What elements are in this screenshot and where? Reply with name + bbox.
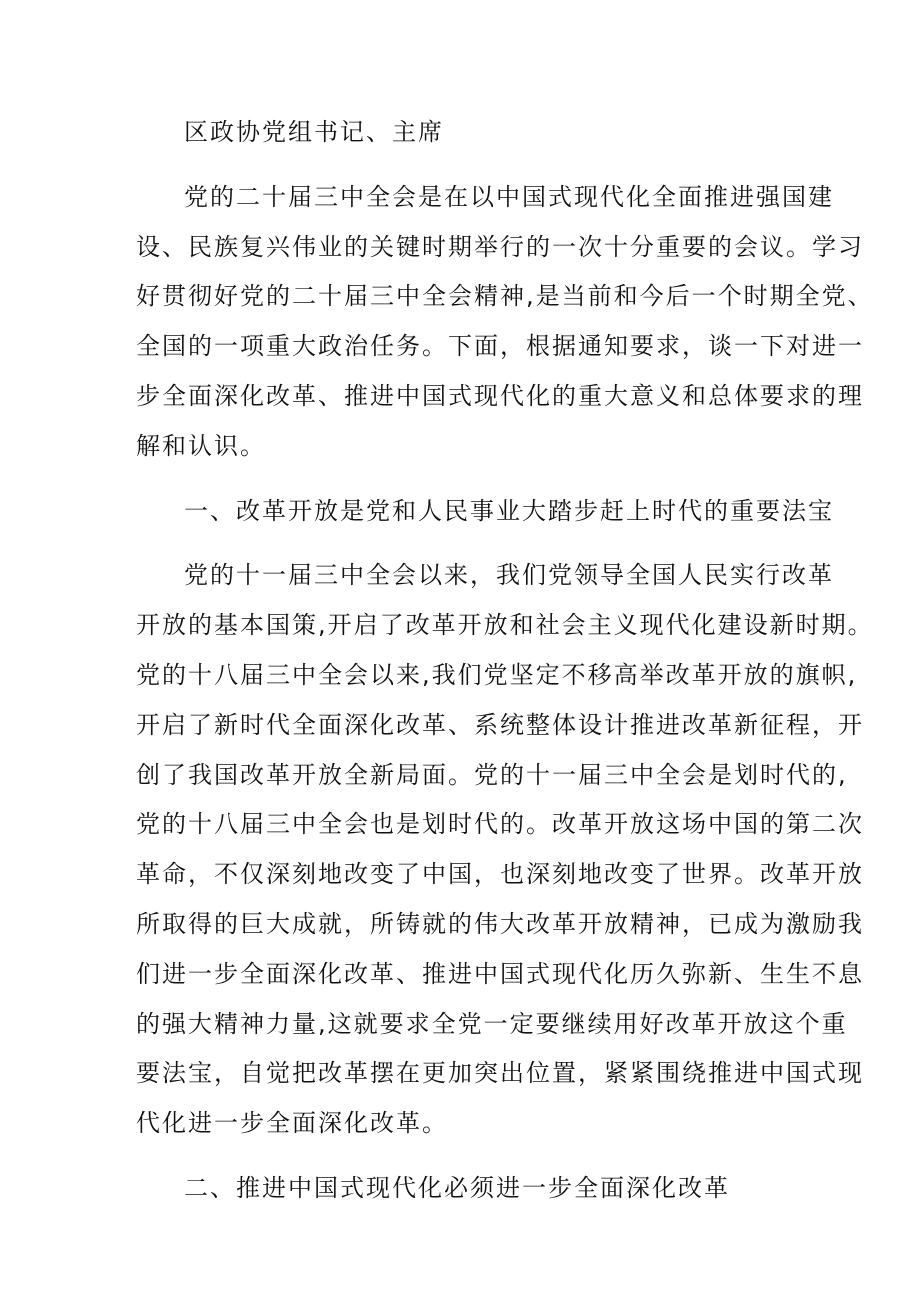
author-line: 区政协党组书记、主席 — [184, 118, 444, 146]
section-1-line: 开放的基本国策,开启了改革开放和社会主义现代化建设新时期。 — [136, 611, 874, 640]
section-1-line: 代化进一步全面深化改革。 — [136, 1109, 448, 1138]
section-1-line: 要法宝，自觉把改革摆在更加突出位置，紧紧围绕推进中国式现 — [136, 1059, 864, 1088]
section-1-paragraph — [136, 551, 874, 1149]
intro-line: 党的二十届三中全会是在以中国式现代化全面推进强国建 — [184, 182, 834, 211]
intro-line: 解和认识。 — [136, 431, 266, 460]
section-1-line: 们进一步全面深化改革、推进中国式现代化历久弥新、生生不息 — [136, 959, 864, 988]
section-2-heading: 二、推进中国式现代化必须进一步全面深化改革 — [184, 1173, 730, 1202]
section-1-line: 的强大精神力量,这就要求全党一定要继续用好改革开放这个重 — [136, 1009, 848, 1038]
section-1-line: 所取得的巨大成就，所铸就的伟大改革开放精神，已成为激励我 — [136, 909, 864, 938]
intro-line: 设、民族复兴伟业的关键时期举行的一次十分重要的会议。学习 — [136, 232, 864, 261]
section-1-line: 党的十八届三中全会也是划时代的。改革开放这场中国的第二次 — [136, 810, 864, 839]
spacer — [136, 1149, 786, 1164]
section-1-line: 党的十一届三中全会以来，我们党领导全国人民实行改革 — [184, 561, 834, 590]
section-1-line: 开启了新时代全面深化改革、系统整体设计推进改革新征程，开 — [136, 710, 864, 739]
intro-line: 全国的一项重大政治任务。下面，根据通知要求，谈一下对进一 — [136, 332, 864, 361]
spacer — [136, 158, 786, 173]
section-1-line: 党的十八届三中全会以来,我们党坚定不移高举改革开放的旗帜, — [136, 660, 858, 689]
intro-paragraph — [136, 173, 874, 472]
spacer — [136, 536, 786, 551]
document-body — [136, 108, 874, 1214]
intro-line: 好贯彻好党的二十届三中全会精神,是当前和今后一个时期全党、 — [136, 282, 874, 311]
spacer — [136, 472, 786, 487]
intro-line: 步全面深化改革、推进中国式现代化的重大意义和总体要求的理 — [136, 381, 864, 410]
section-1-line: 革命，不仅深刻地改变了中国，也深刻地改变了世界。改革开放 — [136, 860, 864, 889]
section-1-line: 创了我国改革开放全新局面。党的十一届三中全会是划时代的, — [136, 760, 848, 789]
section-1-heading: 一、改革开放是党和人民事业大踏步赶上时代的重要法宝 — [184, 496, 834, 525]
